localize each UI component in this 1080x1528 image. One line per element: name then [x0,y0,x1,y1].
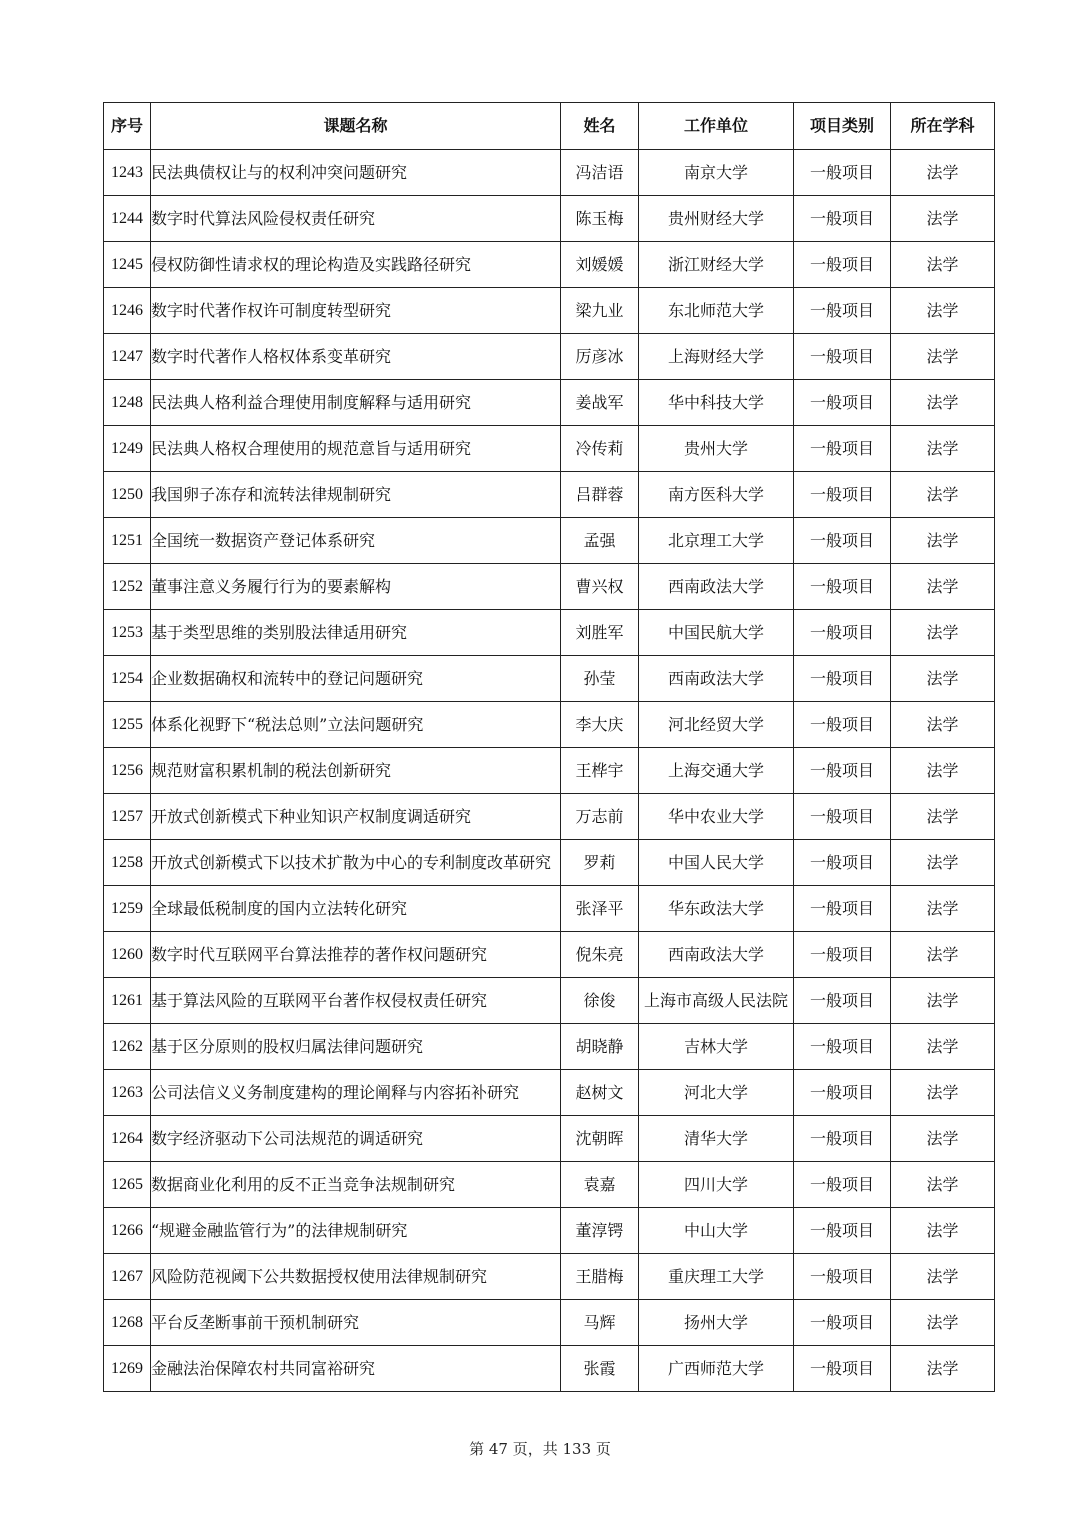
page-number: 第 47 页，共 133 页 [469,1440,611,1458]
subject-field: 法学 [891,1208,995,1254]
project-title: 民法典人格利益合理使用制度解释与适用研究 [151,380,561,426]
table-row [104,656,995,702]
work-unit: 重庆理工大学 [639,1254,794,1300]
table-row [104,150,995,196]
row-number: 1257 [104,794,151,840]
row-number: 1260 [104,932,151,978]
header-name: 姓名 [561,103,639,150]
work-unit: 贵州大学 [639,426,794,472]
subject-field: 法学 [891,748,995,794]
row-number: 1250 [104,472,151,518]
researcher-name: 王桦宇 [561,748,639,794]
work-unit: 河北大学 [639,1070,794,1116]
researcher-name: 陈玉梅 [561,196,639,242]
work-unit: 河北经贸大学 [639,702,794,748]
subject-field: 法学 [891,1070,995,1116]
row-number: 1249 [104,426,151,472]
subject-field: 法学 [891,1254,995,1300]
work-unit: 贵州财经大学 [639,196,794,242]
row-number: 1269 [104,1346,151,1392]
project-type: 一般项目 [794,564,891,610]
project-title: 民法典人格权合理使用的规范意旨与适用研究 [151,426,561,472]
subject-field: 法学 [891,978,995,1024]
row-number: 1244 [104,196,151,242]
header-title: 课题名称 [151,103,561,150]
table-row [104,794,995,840]
table-row [104,242,995,288]
subject-field: 法学 [891,1346,995,1392]
header-subject: 所在学科 [891,103,995,150]
row-number: 1258 [104,840,151,886]
project-title: “规避金融监管行为”的法律规制研究 [151,1208,561,1254]
subject-field: 法学 [891,610,995,656]
subject-field: 法学 [891,932,995,978]
work-unit: 南京大学 [639,150,794,196]
table-row [104,610,995,656]
researcher-name: 刘媛媛 [561,242,639,288]
researcher-name: 刘胜军 [561,610,639,656]
project-title: 民法典债权让与的权利冲突问题研究 [151,150,561,196]
project-title: 数字时代著作权许可制度转型研究 [151,288,561,334]
project-type: 一般项目 [794,334,891,380]
researcher-name: 李大庆 [561,702,639,748]
row-number: 1259 [104,886,151,932]
table-row [104,518,995,564]
researcher-name: 冯洁语 [561,150,639,196]
header-type: 项目类别 [794,103,891,150]
project-title: 侵权防御性请求权的理论构造及实践路径研究 [151,242,561,288]
project-title: 基于类型思维的类别股法律适用研究 [151,610,561,656]
table-row [104,932,995,978]
row-number: 1251 [104,518,151,564]
row-number: 1246 [104,288,151,334]
subject-field: 法学 [891,288,995,334]
researcher-name: 袁嘉 [561,1162,639,1208]
researcher-name: 罗莉 [561,840,639,886]
table-row [104,380,995,426]
work-unit: 扬州大学 [639,1300,794,1346]
subject-field: 法学 [891,518,995,564]
row-number: 1254 [104,656,151,702]
table-row [104,1116,995,1162]
subject-field: 法学 [891,334,995,380]
table-row [104,748,995,794]
researcher-name: 徐俊 [561,978,639,1024]
subject-field: 法学 [891,196,995,242]
work-unit: 广西师范大学 [639,1346,794,1392]
work-unit: 华中农业大学 [639,794,794,840]
work-unit: 吉林大学 [639,1024,794,1070]
project-type: 一般项目 [794,656,891,702]
work-unit: 南方医科大学 [639,472,794,518]
project-title: 数据商业化利用的反不正当竞争法规制研究 [151,1162,561,1208]
project-title: 金融法治保障农村共同富裕研究 [151,1346,561,1392]
header-unit: 工作单位 [639,103,794,150]
project-type: 一般项目 [794,1300,891,1346]
project-type: 一般项目 [794,702,891,748]
researcher-name: 倪朱亮 [561,932,639,978]
project-title: 我国卵子冻存和流转法律规制研究 [151,472,561,518]
subject-field: 法学 [891,1300,995,1346]
project-type: 一般项目 [794,840,891,886]
table-row [104,196,995,242]
subject-field: 法学 [891,380,995,426]
table-body [104,150,995,1392]
table-row [104,1024,995,1070]
row-number: 1252 [104,564,151,610]
project-title: 基于算法风险的互联网平台著作权侵权责任研究 [151,978,561,1024]
subject-field: 法学 [891,1162,995,1208]
work-unit: 中国人民大学 [639,840,794,886]
researcher-name: 王腊梅 [561,1254,639,1300]
project-title: 规范财富积累机制的税法创新研究 [151,748,561,794]
researcher-name: 董淳锷 [561,1208,639,1254]
researcher-name: 姜战军 [561,380,639,426]
researcher-name: 沈朝晖 [561,1116,639,1162]
researcher-name: 张霞 [561,1346,639,1392]
researcher-name: 张泽平 [561,886,639,932]
row-number: 1261 [104,978,151,1024]
project-type: 一般项目 [794,1346,891,1392]
project-type: 一般项目 [794,978,891,1024]
project-type: 一般项目 [794,1070,891,1116]
table-row [104,1254,995,1300]
work-unit: 西南政法大学 [639,656,794,702]
researcher-name: 孟强 [561,518,639,564]
row-number: 1247 [104,334,151,380]
row-number: 1256 [104,748,151,794]
project-type: 一般项目 [794,288,891,334]
researcher-name: 冷传莉 [561,426,639,472]
work-unit: 华东政法大学 [639,886,794,932]
row-number: 1265 [104,1162,151,1208]
table-row [104,1070,995,1116]
project-title: 全球最低税制度的国内立法转化研究 [151,886,561,932]
project-type: 一般项目 [794,610,891,656]
project-title: 体系化视野下“税法总则”立法问题研究 [151,702,561,748]
project-title: 数字时代互联网平台算法推荐的著作权问题研究 [151,932,561,978]
project-type: 一般项目 [794,932,891,978]
researcher-name: 孙莹 [561,656,639,702]
researcher-name: 马辉 [561,1300,639,1346]
table-row [104,334,995,380]
project-title: 基于区分原则的股权归属法律问题研究 [151,1024,561,1070]
work-unit: 北京理工大学 [639,518,794,564]
subject-field: 法学 [891,1024,995,1070]
researcher-name: 厉彦冰 [561,334,639,380]
project-title: 数字经济驱动下公司法规范的调适研究 [151,1116,561,1162]
subject-field: 法学 [891,702,995,748]
row-number: 1264 [104,1116,151,1162]
subject-field: 法学 [891,886,995,932]
table-row [104,1208,995,1254]
header-no: 序号 [104,103,151,150]
row-number: 1268 [104,1300,151,1346]
project-title: 数字时代算法风险侵权责任研究 [151,196,561,242]
project-type: 一般项目 [794,1254,891,1300]
work-unit: 中国民航大学 [639,610,794,656]
work-unit: 中山大学 [639,1208,794,1254]
project-type: 一般项目 [794,242,891,288]
work-unit: 西南政法大学 [639,932,794,978]
project-type: 一般项目 [794,150,891,196]
table-row [104,426,995,472]
work-unit: 华中科技大学 [639,380,794,426]
researcher-name: 万志前 [561,794,639,840]
table-row [104,1300,995,1346]
project-type: 一般项目 [794,426,891,472]
table-row [104,886,995,932]
work-unit: 浙江财经大学 [639,242,794,288]
subject-field: 法学 [891,426,995,472]
researcher-name: 梁九业 [561,288,639,334]
work-unit: 上海财经大学 [639,334,794,380]
project-type: 一般项目 [794,1116,891,1162]
subject-field: 法学 [891,1116,995,1162]
header-row [104,103,995,150]
researcher-name: 吕群蓉 [561,472,639,518]
row-number: 1267 [104,1254,151,1300]
researcher-name: 赵树文 [561,1070,639,1116]
table-header [104,103,995,150]
subject-field: 法学 [891,242,995,288]
project-list-table [103,102,995,1392]
subject-field: 法学 [891,840,995,886]
row-number: 1248 [104,380,151,426]
row-number: 1243 [104,150,151,196]
project-title: 开放式创新模式下以技术扩散为中心的专利制度改革研究 [151,840,561,886]
row-number: 1255 [104,702,151,748]
project-title: 企业数据确权和流转中的登记问题研究 [151,656,561,702]
project-type: 一般项目 [794,1024,891,1070]
project-title: 风险防范视阈下公共数据授权使用法律规制研究 [151,1254,561,1300]
work-unit: 上海交通大学 [639,748,794,794]
project-type: 一般项目 [794,886,891,932]
project-type: 一般项目 [794,380,891,426]
row-number: 1266 [104,1208,151,1254]
table-row [104,1346,995,1392]
table-row [104,472,995,518]
subject-field: 法学 [891,794,995,840]
project-type: 一般项目 [794,794,891,840]
work-unit: 东北师范大学 [639,288,794,334]
table-row [104,564,995,610]
project-type: 一般项目 [794,1162,891,1208]
table-row [104,702,995,748]
subject-field: 法学 [891,564,995,610]
row-number: 1262 [104,1024,151,1070]
subject-field: 法学 [891,656,995,702]
subject-field: 法学 [891,472,995,518]
row-number: 1253 [104,610,151,656]
project-type: 一般项目 [794,472,891,518]
project-title: 平台反垄断事前干预机制研究 [151,1300,561,1346]
subject-field: 法学 [891,150,995,196]
project-type: 一般项目 [794,518,891,564]
work-unit: 西南政法大学 [639,564,794,610]
project-type: 一般项目 [794,748,891,794]
project-type: 一般项目 [794,196,891,242]
table-row [104,840,995,886]
work-unit: 上海市高级人民法院 [639,978,794,1024]
project-title: 开放式创新模式下种业知识产权制度调适研究 [151,794,561,840]
work-unit: 四川大学 [639,1162,794,1208]
row-number: 1245 [104,242,151,288]
table-row [104,288,995,334]
project-title: 全国统一数据资产登记体系研究 [151,518,561,564]
table-row [104,1162,995,1208]
row-number: 1263 [104,1070,151,1116]
project-title: 公司法信义义务制度建构的理论阐释与内容拓补研究 [151,1070,561,1116]
table-row [104,978,995,1024]
project-title: 董事注意义务履行行为的要素解构 [151,564,561,610]
researcher-name: 胡晓静 [561,1024,639,1070]
researcher-name: 曹兴权 [561,564,639,610]
project-type: 一般项目 [794,1208,891,1254]
project-title: 数字时代著作人格权体系变革研究 [151,334,561,380]
work-unit: 清华大学 [639,1116,794,1162]
